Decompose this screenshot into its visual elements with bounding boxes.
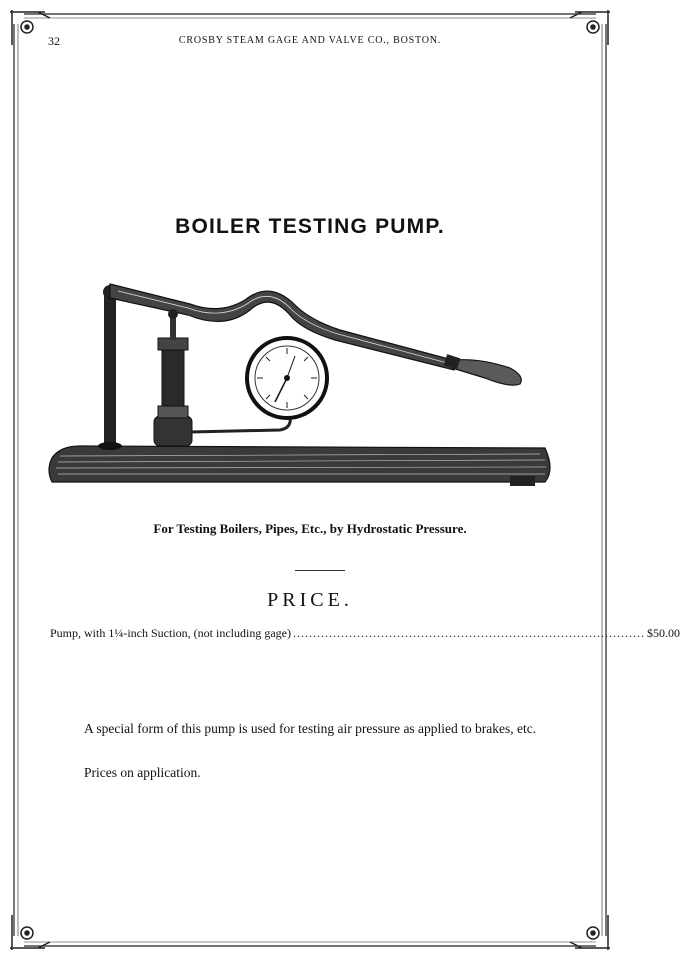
corner-ornament-bottom-left: [10, 915, 50, 950]
pump-illustration: [40, 270, 570, 500]
price-heading: PRICE.: [267, 589, 353, 611]
corner-ornament-bottom-right: [570, 915, 610, 950]
price-leader-dots: ........................................................................................: [292, 626, 645, 640]
running-title: CROSBY STEAM GAGE AND VALVE CO., BOSTON.: [178, 35, 442, 46]
page-number: 32: [48, 34, 60, 48]
running-head: [0, 34, 620, 50]
body-paragraph-special-form: A special form of this pump is used for testing air pressure as applied to brakes, etc.: [84, 721, 537, 736]
price-item-name: Pump, with 1¼-inch Suction, (not including gage): [50, 626, 291, 640]
illustration-caption: For Testing Boilers, Pipes, Etc., by Hydrostatic Pressure.: [153, 521, 467, 536]
price-list-item: [50, 626, 680, 641]
section-divider: [295, 570, 345, 571]
body-paragraph-prices: Prices on application.: [84, 765, 201, 780]
page-title: BOILER TESTING PUMP.: [175, 215, 445, 238]
price-amount: $50.00: [646, 626, 680, 640]
